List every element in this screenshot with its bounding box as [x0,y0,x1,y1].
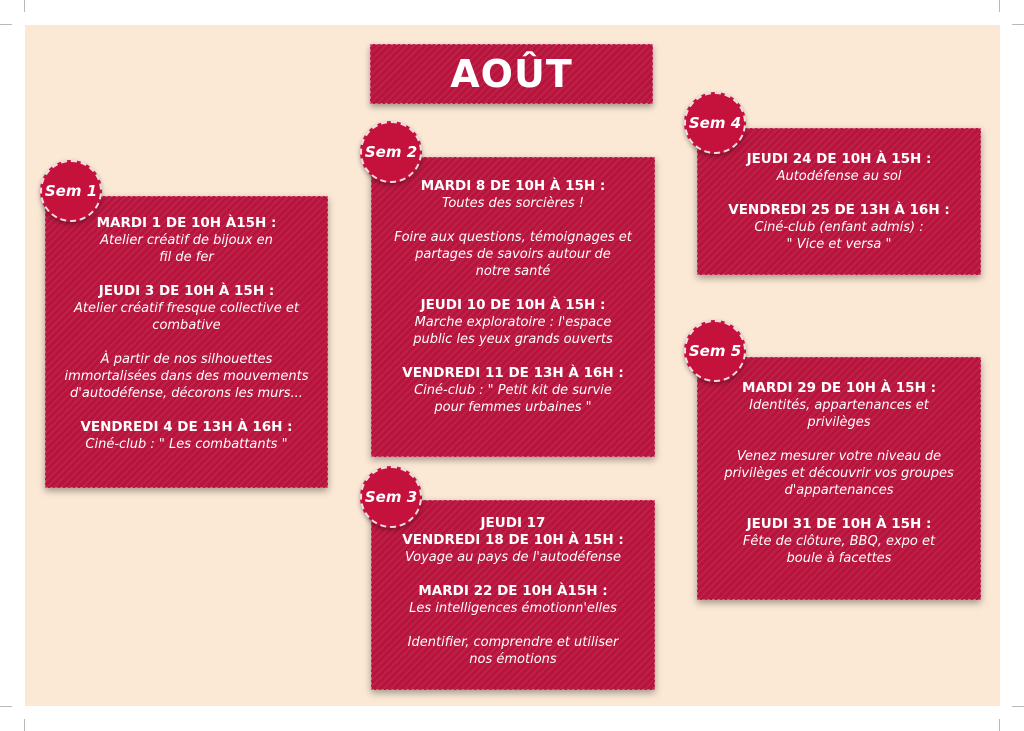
week-card-5 [697,357,981,600]
event-description: Toutes des sorcières ! [442,196,584,211]
event-description: Identités, appartenances et [749,398,929,413]
event-description: Venez mesurer votre niveau de [736,449,942,464]
crop-mark [0,706,12,707]
spacer [380,280,646,297]
event-description: fil de fer [159,250,214,265]
event-description: Atelier créatif fresque collective et [74,301,299,316]
crop-mark [24,719,25,731]
spacer [380,348,646,365]
crop-mark [1012,24,1024,25]
crop-mark [0,24,12,25]
spacer [380,566,646,583]
spacer [54,402,319,419]
event-description: privilèges et découvrir vos groupes [724,466,954,481]
crop-mark [999,0,1000,12]
event-description: Identifier, comprendre et utiliser [407,635,619,650]
event-description: Fête de clôture, BBQ, expo et [742,534,936,549]
week-card-4 [697,128,981,275]
event-description: Ciné-club : " Petit kit de survie [414,383,612,398]
event-description: Les intelligences émotionn'elles [409,601,617,616]
event-description: privilèges [807,415,871,430]
event-heading: VENDREDI 11 DE 13H À 16H : [402,365,624,381]
event-heading: MARDI 22 DE 10H À15H : [418,583,608,599]
spacer [54,334,319,351]
event-description: Marche exploratoire : l'espace [414,315,612,330]
event-heading: MARDI 29 DE 10H À 15H : [742,380,936,396]
event-description: partages de savoirs autour de [415,247,611,262]
event-heading: JEUDI 24 DE 10H À 15H : [746,151,932,167]
event-description: combative [152,318,221,333]
event-heading: JEUDI 31 DE 10H À 15H : [746,516,932,532]
week-badge-1: Sem 1 [40,160,102,222]
event-description: Autodéfense au sol [776,169,902,184]
event-heading: VENDREDI 4 DE 13H À 16H : [80,419,293,435]
event-heading: JEUDI 17 [480,515,546,531]
crop-mark [999,719,1000,731]
event-description: À partir de nos silhouettes [100,352,273,367]
event-heading: VENDREDI 18 DE 10H À 15H : [402,532,624,548]
event-description: Ciné-club (enfant admis) : [754,220,924,235]
event-description: Foire aux questions, témoignages et [394,230,632,245]
week-card-2 [371,157,655,457]
crop-mark [24,0,25,12]
spacer [380,617,646,634]
crop-mark [1012,706,1024,707]
event-description: nos émotions [469,652,557,667]
week-badge-4: Sem 4 [684,92,746,154]
event-heading: MARDI 8 DE 10H À 15H : [420,178,606,194]
week-card-1 [45,196,328,488]
spacer [706,185,972,202]
spacer [706,431,972,448]
spacer [706,499,972,516]
event-description: " Vice et versa " [786,237,892,252]
event-heading: MARDI 1 DE 10H À15H : [96,215,277,231]
event-description: pour femmes urbaines " [434,400,592,415]
event-heading: JEUDI 10 DE 10H À 15H : [420,297,606,313]
spacer [380,212,646,229]
event-description: notre santé [475,264,551,279]
month-title-banner [370,44,653,104]
spacer [54,266,319,283]
event-description: d'autodéfense, décorons les murs... [70,386,303,401]
event-description: public les yeux grands ouverts [413,332,613,347]
event-description: Ciné-club : " Les combattants " [85,437,288,452]
event-description: Voyage au pays de l'autodéfense [405,550,621,565]
event-heading: JEUDI 3 DE 10H À 15H : [98,283,275,299]
event-description: Atelier créatif de bijoux en [100,233,273,248]
week-badge-5: Sem 5 [684,320,746,382]
event-description: d'appartenances [784,483,894,498]
event-description: boule à facettes [786,551,892,566]
week-badge-3: Sem 3 [360,466,422,528]
event-heading: VENDREDI 25 DE 13H À 16H : [728,202,950,218]
month-title: AOÛT [450,52,573,96]
week-card-3 [371,500,655,690]
week-badge-2: Sem 2 [360,121,422,183]
event-description: immortalisées dans des mouvements [64,369,309,384]
